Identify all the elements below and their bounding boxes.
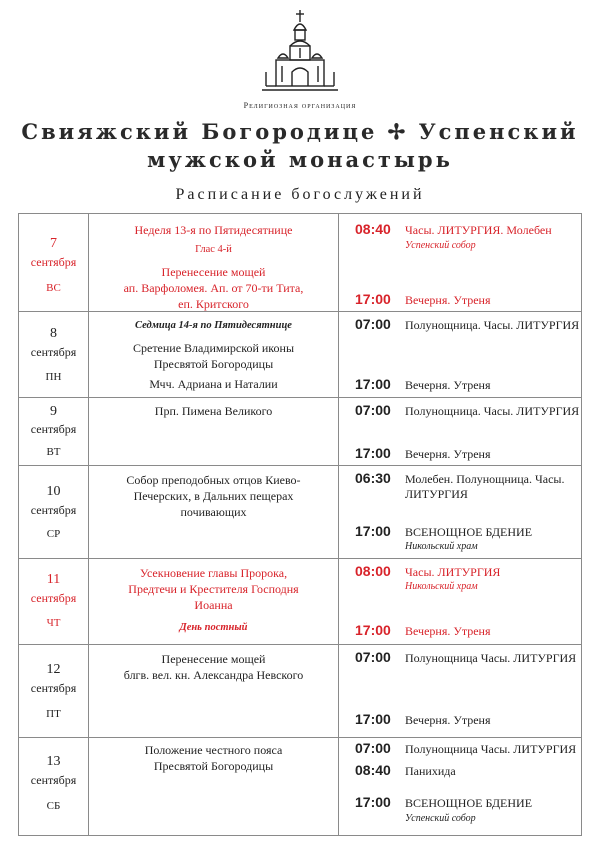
month-name: сентября bbox=[30, 255, 77, 269]
org-type-label: Религиозная организация bbox=[243, 101, 357, 110]
service-name: Полунощница Часы. ЛИТУРГИЯ bbox=[405, 651, 577, 665]
weekday: ВС bbox=[46, 282, 61, 294]
feast-line: еп. Критского bbox=[178, 297, 249, 311]
month-name: сентября bbox=[30, 681, 77, 695]
monastery-title-line2: мужской монастырь bbox=[147, 147, 453, 172]
weekday: ВТ bbox=[46, 446, 61, 458]
month-name: сентября bbox=[30, 422, 77, 436]
service-name: Вечерня. Утреня bbox=[405, 713, 491, 727]
feast-line: Собор преподобных отцов Киево- bbox=[126, 473, 301, 487]
date-cell bbox=[19, 466, 89, 558]
service-name: Часы. ЛИТУРГИЯ bbox=[405, 565, 501, 579]
services-cell bbox=[339, 214, 581, 311]
services-cell bbox=[339, 398, 581, 465]
service-time: 17:00 bbox=[355, 794, 391, 810]
service-time: 06:30 bbox=[355, 470, 391, 486]
service-name: Полунощница. Часы. ЛИТУРГИЯ bbox=[405, 318, 580, 332]
service-place: Никольский храм bbox=[405, 581, 478, 592]
feast-line: Иоанна bbox=[194, 598, 233, 612]
feast-cell bbox=[89, 398, 339, 465]
feast-line: Предтечи и Крестителя Господня bbox=[128, 582, 299, 596]
feast-cell bbox=[89, 738, 339, 835]
service-time: 07:00 bbox=[355, 402, 391, 418]
service-time: 07:00 bbox=[355, 316, 391, 332]
monastery-title-line1: Свияжский Богородице ✢ Успенский bbox=[21, 119, 579, 144]
service-time: 17:00 bbox=[355, 711, 391, 727]
weekday: ЧТ bbox=[46, 617, 61, 629]
fast-day-label: День постный bbox=[179, 622, 248, 633]
feast-cell bbox=[89, 466, 339, 558]
service-time: 17:00 bbox=[355, 523, 391, 539]
service-time: 08:00 bbox=[355, 563, 391, 579]
service-name-cont: ЛИТУРГИЯ bbox=[405, 487, 468, 501]
feast-line: Пресвятой Богородицы bbox=[153, 759, 274, 773]
service-time: 07:00 bbox=[355, 649, 391, 665]
feast-line: Печерских, в Дальних пещерах bbox=[133, 489, 294, 503]
feast-line: Глас 4-й bbox=[195, 244, 232, 255]
service-name: ВСЕНОЩНОЕ БДЕНИЕ bbox=[405, 525, 533, 539]
date-cell bbox=[19, 312, 89, 397]
feast-cell bbox=[89, 312, 339, 397]
services-cell bbox=[339, 559, 581, 644]
month-name: сентября bbox=[30, 503, 77, 517]
feast-cell bbox=[89, 559, 339, 644]
month-name: сентября bbox=[30, 773, 77, 787]
service-place: Успенский собор bbox=[405, 813, 476, 824]
feast-line: Седмица 14-я по Пятидесятнице bbox=[135, 320, 292, 331]
table-row bbox=[19, 559, 581, 645]
feast-cell bbox=[89, 214, 339, 311]
date-cell bbox=[19, 559, 89, 644]
services-cell bbox=[339, 645, 581, 737]
table-row bbox=[19, 312, 581, 398]
service-time: 17:00 bbox=[355, 291, 391, 307]
month-name: сентября bbox=[30, 345, 77, 359]
day-number: 9 bbox=[50, 404, 57, 419]
feast-line: Прп. Пимена Великого bbox=[154, 404, 273, 418]
feast-line: Усекновение главы Пророка, bbox=[139, 566, 288, 580]
schedule-table bbox=[18, 213, 582, 836]
service-name: Вечерня. Утреня bbox=[405, 378, 491, 392]
feast-line: почивающих bbox=[180, 505, 247, 519]
service-name: Панихида bbox=[405, 764, 456, 778]
feast-line: Положение честного пояса bbox=[144, 743, 283, 757]
monastery-church-icon bbox=[252, 8, 348, 104]
day-number: 11 bbox=[46, 572, 61, 587]
day-number: 8 bbox=[50, 326, 57, 341]
service-name: Часы. ЛИТУРГИЯ. Молебен bbox=[405, 223, 552, 237]
day-number: 10 bbox=[46, 484, 61, 499]
service-name: Полунощница Часы. ЛИТУРГИЯ bbox=[405, 742, 577, 756]
service-time: 17:00 bbox=[355, 376, 391, 392]
day-number: 13 bbox=[46, 754, 61, 769]
service-time: 17:00 bbox=[355, 622, 391, 638]
feast-cell bbox=[89, 645, 339, 737]
feast-line: Сретение Владимирской иконы bbox=[132, 341, 295, 355]
service-name: Полунощница. Часы. ЛИТУРГИЯ bbox=[405, 404, 580, 418]
table-row bbox=[19, 214, 581, 312]
day-number: 12 bbox=[46, 662, 61, 677]
service-name: Молебен. Полунощница. Часы. bbox=[405, 472, 565, 486]
services-cell bbox=[339, 466, 581, 558]
feast-line: Пресвятой Богородицы bbox=[153, 357, 274, 371]
weekday: ПН bbox=[45, 371, 62, 383]
feast-line: ап. Варфоломея. Ап. от 70-ти Тита, bbox=[123, 281, 304, 295]
service-name: Вечерня. Утреня bbox=[405, 293, 491, 307]
service-time: 17:00 bbox=[355, 445, 391, 461]
day-number: 7 bbox=[50, 236, 57, 251]
service-place: Успенский собор bbox=[405, 240, 476, 251]
service-time: 08:40 bbox=[355, 762, 391, 778]
page-header bbox=[0, 0, 600, 210]
weekday: СР bbox=[46, 528, 61, 540]
feast-line: Неделя 13-я по Пятидесятнице bbox=[134, 223, 293, 237]
service-name: Вечерня. Утреня bbox=[405, 447, 491, 461]
service-time: 08:40 bbox=[355, 221, 391, 237]
feast-line: Перенесение мощей bbox=[161, 265, 266, 279]
table-row bbox=[19, 645, 581, 738]
table-row bbox=[19, 738, 581, 835]
date-cell bbox=[19, 214, 89, 311]
services-cell bbox=[339, 312, 581, 397]
date-cell bbox=[19, 645, 89, 737]
table-row bbox=[19, 466, 581, 559]
service-time: 07:00 bbox=[355, 740, 391, 756]
service-name: ВСЕНОЩНОЕ БДЕНИЕ bbox=[405, 796, 533, 810]
table-row bbox=[19, 398, 581, 466]
feast-line: блгв. вел. кн. Александра Невского bbox=[123, 668, 304, 682]
feast-line: Перенесение мощей bbox=[161, 652, 266, 666]
weekday: СБ bbox=[46, 800, 61, 812]
service-place: Никольский храм bbox=[405, 541, 478, 552]
date-cell bbox=[19, 738, 89, 835]
month-name: сентября bbox=[30, 591, 77, 605]
feast-line: Мчч. Адриана и Наталии bbox=[149, 377, 278, 391]
date-cell bbox=[19, 398, 89, 465]
schedule-title: Расписание богослужений bbox=[175, 186, 425, 203]
weekday: ПТ bbox=[46, 708, 61, 720]
service-name: Вечерня. Утреня bbox=[405, 624, 491, 638]
services-cell bbox=[339, 738, 581, 835]
